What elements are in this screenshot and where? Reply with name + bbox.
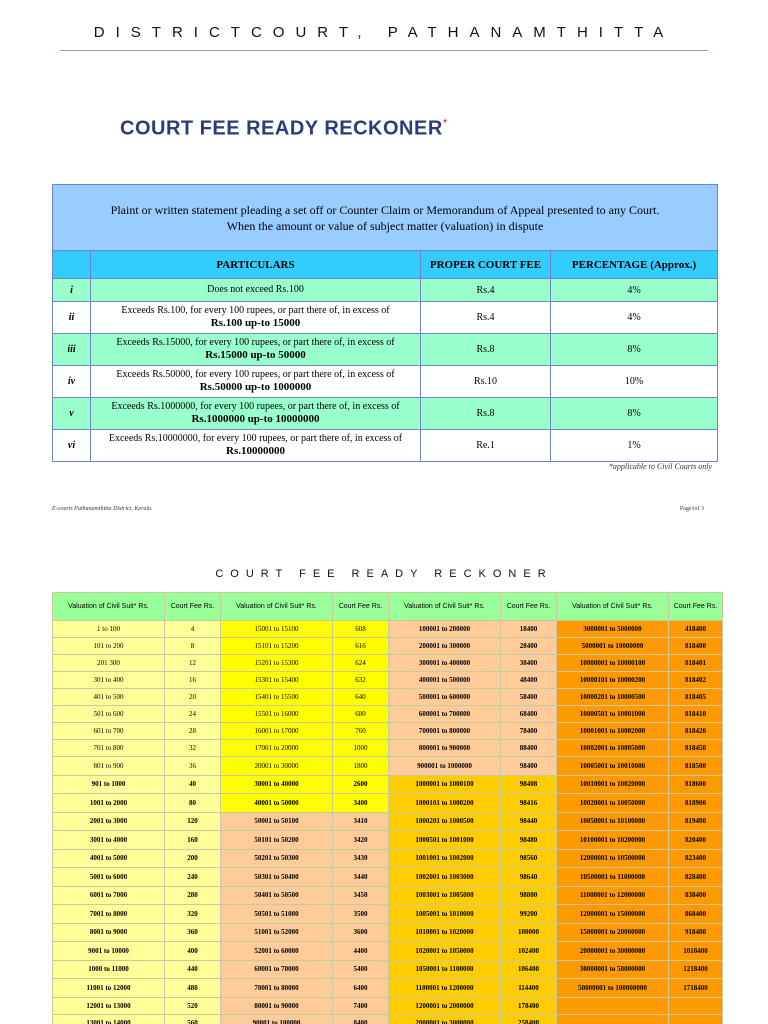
valuation-cell: 20000001 to 30000000 — [557, 942, 669, 961]
court-fee-cell: 616 — [333, 638, 389, 655]
valuation-cell: 16001 to 17000 — [221, 723, 333, 740]
reckoner-row — [53, 886, 723, 905]
court-fee-cell: 38400 — [501, 655, 557, 672]
court-fee-cell: 68400 — [501, 706, 557, 723]
court-fee-cell: 818402 — [669, 672, 723, 689]
valuation-cell: 10500001 to 11000000 — [557, 868, 669, 887]
valuation-cell: 30000001 to 50000000 — [557, 960, 669, 979]
valuation-cell: 50501 to 51000 — [221, 905, 333, 924]
court-fee-cell: 100000 — [501, 923, 557, 942]
row-number: vi — [53, 430, 91, 462]
row-percentage: 4% — [551, 302, 718, 334]
rate-row — [53, 398, 718, 430]
court-fee-cell: 868400 — [669, 905, 723, 924]
court-fee-cell: 102400 — [501, 942, 557, 961]
court-fee-cell: 28 — [165, 723, 221, 740]
applicability-footnote: *applicable to Civil Courts only — [608, 462, 712, 471]
court-fee-rate-table — [52, 184, 718, 462]
row-number: i — [53, 279, 91, 302]
court-fee-cell: 18400 — [501, 621, 557, 638]
reckoner-row — [53, 849, 723, 868]
court-fee-cell: 12 — [165, 655, 221, 672]
court-fee-cell: 98800 — [501, 886, 557, 905]
court-fee-cell: 114400 — [501, 979, 557, 998]
valuation-cell: 1200001 to 2000000 — [389, 997, 501, 1014]
ready-reckoner-table — [52, 592, 723, 1024]
court-fee-cell: 7400 — [333, 997, 389, 1014]
valuation-cell: 10000501 to 10001000 — [557, 706, 669, 723]
valuation-cell: 3000001 to 5000000 — [557, 621, 669, 638]
valuation-cell: 50001 to 50100 — [221, 812, 333, 831]
row-percentage: 8% — [551, 398, 718, 430]
court-fee-cell: 818500 — [669, 757, 723, 776]
valuation-cell: 13001 to 14000 — [53, 1014, 165, 1024]
court-fee-cell: 78400 — [501, 723, 557, 740]
particulars-text: Exceeds Rs.1000000, for every 100 rupees, or part there of, in excess of — [111, 401, 400, 412]
court-fee-cell: 40 — [165, 775, 221, 794]
court-fee-cell: 360 — [165, 923, 221, 942]
header-court-fee: PROPER COURT FEE — [421, 251, 551, 279]
valuation-cell: 70001 to 80000 — [221, 979, 333, 998]
court-fee-cell: 178400 — [501, 997, 557, 1014]
court-fee-cell: 400 — [165, 942, 221, 961]
valuation-cell: 500001 to 600000 — [389, 689, 501, 706]
valuation-cell: 1010001 to 1020000 — [389, 923, 501, 942]
valuation-cell: 1000001 to 1000100 — [389, 775, 501, 794]
row-particulars — [91, 279, 421, 302]
court-fee-cell: 3400 — [333, 794, 389, 813]
court-fee-cell: 632 — [333, 672, 389, 689]
valuation-cell: 1001 to 2000 — [53, 794, 165, 813]
valuation-cell: 1001001 to 1002000 — [389, 849, 501, 868]
court-fee-cell: 2600 — [333, 775, 389, 794]
valuation-cell: 1003001 to 1005000 — [389, 886, 501, 905]
reckoner-row — [53, 757, 723, 776]
valuation-cell: 700001 to 800000 — [389, 723, 501, 740]
particulars-range: Rs.50000 up-to 1000000 — [199, 381, 312, 393]
valuation-cell: 50301 to 50400 — [221, 868, 333, 887]
rate-table-intro — [53, 185, 718, 251]
court-fee-cell: 818401 — [669, 655, 723, 672]
court-fee-cell: 3440 — [333, 868, 389, 887]
particulars-text: Does not exceed Rs.100 — [207, 284, 304, 295]
court-fee-cell: 918400 — [669, 923, 723, 942]
valuation-cell: 12000001 to 10500000 — [557, 849, 669, 868]
rate-row — [53, 279, 718, 302]
valuation-cell: 400001 to 500000 — [389, 672, 501, 689]
reckoner-row — [53, 706, 723, 723]
header-valuation: Valuation of Civil Suit* Rs. — [53, 593, 165, 621]
reckoner-row — [53, 723, 723, 740]
court-fee-cell: 608 — [333, 621, 389, 638]
valuation-cell: 60001 to 70000 — [221, 960, 333, 979]
reckoner-row — [53, 638, 723, 655]
valuation-cell: 3001 to 4000 — [53, 831, 165, 850]
valuation-cell: 15401 to 15500 — [221, 689, 333, 706]
rate-row — [53, 334, 718, 366]
valuation-cell: 10100001 to 10200000 — [557, 831, 669, 850]
court-fee-cell: 98480 — [501, 831, 557, 850]
row-number: ii — [53, 302, 91, 334]
header-court-fee: Court Fee Rs. — [333, 593, 389, 621]
reckoner-row — [53, 740, 723, 757]
court-fee-cell: 4 — [165, 621, 221, 638]
valuation-cell: 901 to 1000 — [53, 775, 165, 794]
court-fee-cell: 8 — [165, 638, 221, 655]
court-fee-cell: 3410 — [333, 812, 389, 831]
valuation-cell: 5000001 to 10000000 — [557, 638, 669, 655]
row-particulars — [91, 430, 421, 462]
court-fee-cell: 1000 — [333, 740, 389, 757]
valuation-cell: 2000001 to 3000000 — [389, 1014, 501, 1024]
reckoner-row — [53, 905, 723, 924]
reckoner-row — [53, 1014, 723, 1024]
court-fee-cell: 818405 — [669, 689, 723, 706]
court-fee-cell: 36 — [165, 757, 221, 776]
valuation-cell: 15001 to 15100 — [221, 621, 333, 638]
valuation-cell: 10000201 to 10000500 — [557, 689, 669, 706]
header-valuation: Valuation of Civil Suit* Rs. — [557, 593, 669, 621]
particulars-text: Exceeds Rs.15000, for every 100 rupees, or part there of, in excess of — [116, 337, 395, 348]
court-fee-cell: 818600 — [669, 775, 723, 794]
court-fee-cell: 818450 — [669, 740, 723, 757]
court-fee-cell: 4400 — [333, 942, 389, 961]
court-fee-cell: 5400 — [333, 960, 389, 979]
particulars-text: Exceeds Rs.100, for every 100 rupees, or part there of, in excess of — [121, 305, 390, 316]
reckoner-header-row — [53, 593, 723, 621]
court-fee-cell: 640 — [333, 689, 389, 706]
row-fee: Rs.4 — [421, 279, 551, 302]
valuation-cell: 90001 to 100000 — [221, 1014, 333, 1024]
row-number: v — [53, 398, 91, 430]
court-fee-cell: 3450 — [333, 886, 389, 905]
valuation-cell — [557, 997, 669, 1014]
court-fee-cell: 80 — [165, 794, 221, 813]
court-fee-cell: 838400 — [669, 886, 723, 905]
header-particulars: PARTICULARS — [91, 251, 421, 279]
reckoner-row — [53, 960, 723, 979]
header-rule — [60, 50, 708, 51]
valuation-cell: 1050001 to 1100000 — [389, 960, 501, 979]
particulars-text: Exceeds Rs.50000, for every 100 rupees, or part there of, in excess of — [116, 369, 395, 380]
reckoner-row — [53, 831, 723, 850]
valuation-cell: 12001 to 13000 — [53, 997, 165, 1014]
court-fee-cell: 98440 — [501, 812, 557, 831]
valuation-cell: 1000201 to 1000500 — [389, 812, 501, 831]
row-fee: Rs.4 — [421, 302, 551, 334]
header-court-fee: Court Fee Rs. — [165, 593, 221, 621]
valuation-cell: 4001 to 5000 — [53, 849, 165, 868]
valuation-cell: 80001 to 90000 — [221, 997, 333, 1014]
valuation-cell: 50101 to 50200 — [221, 831, 333, 850]
row-particulars — [91, 398, 421, 430]
valuation-cell: 10002001 to 10005000 — [557, 740, 669, 757]
valuation-cell: 1020001 to 1050000 — [389, 942, 501, 961]
valuation-cell: 11000001 to 12000000 — [557, 886, 669, 905]
reckoner-row — [53, 775, 723, 794]
court-fee-cell: 16 — [165, 672, 221, 689]
court-fee-cell: 1218400 — [669, 960, 723, 979]
court-fee-cell: 560 — [165, 1014, 221, 1024]
valuation-cell: 20001 to 30000 — [221, 757, 333, 776]
court-fee-cell: 680 — [333, 706, 389, 723]
header-percentage: PERCENTAGE (Approx.) — [551, 251, 718, 279]
reckoner-row — [53, 942, 723, 961]
valuation-cell: 50000001 to 100000000 — [557, 979, 669, 998]
particulars-range: Rs.15000 up-to 50000 — [205, 349, 306, 361]
valuation-cell: 10000001 to 10000100 — [557, 655, 669, 672]
valuation-cell: 6001 to 7000 — [53, 886, 165, 905]
valuation-cell: 51001 to 52000 — [221, 923, 333, 942]
reckoner-row — [53, 868, 723, 887]
header-valuation: Valuation of Civil Suit* Rs. — [389, 593, 501, 621]
court-fee-cell: 3500 — [333, 905, 389, 924]
reckoner-row — [53, 979, 723, 998]
valuation-cell: 12000001 to 15000000 — [557, 905, 669, 924]
valuation-cell: 50201 to 50300 — [221, 849, 333, 868]
rate-table-header-row — [53, 251, 718, 279]
court-fee-cell: 440 — [165, 960, 221, 979]
rate-row — [53, 430, 718, 462]
court-fee-cell: 480 — [165, 979, 221, 998]
row-fee: Re.1 — [421, 430, 551, 462]
court-fee-cell: 98416 — [501, 794, 557, 813]
court-fee-cell: 818900 — [669, 794, 723, 813]
row-particulars — [91, 302, 421, 334]
court-fee-cell: 98560 — [501, 849, 557, 868]
court-fee-cell: 3420 — [333, 831, 389, 850]
row-particulars — [91, 366, 421, 398]
court-fee-cell: 280 — [165, 886, 221, 905]
court-fee-cell: 1018400 — [669, 942, 723, 961]
court-fee-cell: 3600 — [333, 923, 389, 942]
row-percentage: 4% — [551, 279, 718, 302]
particulars-text: Exceeds Rs.10000000, for every 100 rupees, or part there of, in excess of — [108, 433, 403, 444]
valuation-cell: 600001 to 700000 — [389, 706, 501, 723]
valuation-cell: 11001 to 12000 — [53, 979, 165, 998]
court-header: DISTRICTCOURT, PATHANAMTHITTA — [93, 24, 675, 41]
court-fee-cell: 99200 — [501, 905, 557, 924]
valuation-cell: 10000101 to 10000200 — [557, 672, 669, 689]
valuation-cell: 701 to 800 — [53, 740, 165, 757]
court-fee-cell: 818420 — [669, 723, 723, 740]
valuation-cell: 15201 to 15300 — [221, 655, 333, 672]
valuation-cell: 2001 to 3000 — [53, 812, 165, 831]
header-num — [53, 251, 91, 279]
valuation-cell: 501 to 600 — [53, 706, 165, 723]
valuation-cell: 900001 to 1000000 — [389, 757, 501, 776]
valuation-cell: 30001 to 40000 — [221, 775, 333, 794]
page-title-text: COURT FEE READY RECKONER — [120, 117, 443, 140]
intro-line-2: When the amount or value of subject matter (valuation) in dispute — [226, 218, 544, 233]
row-fee: Rs.8 — [421, 334, 551, 366]
particulars-range: Rs.10000000 — [226, 445, 285, 457]
valuation-cell: 401 to 500 — [53, 689, 165, 706]
valuation-cell: 15501 to 16000 — [221, 706, 333, 723]
valuation-cell: 800001 to 900000 — [389, 740, 501, 757]
court-fee-cell: 28400 — [501, 638, 557, 655]
valuation-cell: 300001 to 400000 — [389, 655, 501, 672]
court-fee-cell: 820400 — [669, 831, 723, 850]
valuation-cell: 10001001 to 10002000 — [557, 723, 669, 740]
valuation-cell: 200001 to 300000 — [389, 638, 501, 655]
reckoner-row — [53, 923, 723, 942]
particulars-range: Rs.1000000 up-to 10000000 — [191, 413, 320, 425]
particulars-range: Rs.100 up-to 15000 — [210, 317, 301, 329]
court-fee-cell — [669, 1014, 723, 1024]
court-fee-cell: 120 — [165, 812, 221, 831]
page-number: Page1of 3 — [679, 506, 704, 512]
valuation-cell: 10005001 to 10010000 — [557, 757, 669, 776]
valuation-cell: 17001 to 20000 — [221, 740, 333, 757]
reckoner-row — [53, 997, 723, 1014]
valuation-cell: 50401 to 50500 — [221, 886, 333, 905]
row-fee: Rs.10 — [421, 366, 551, 398]
court-fee-cell: 624 — [333, 655, 389, 672]
court-fee-cell — [669, 997, 723, 1014]
rate-table-intro-row — [53, 185, 718, 251]
court-fee-cell: 240 — [165, 868, 221, 887]
reckoner-row — [53, 672, 723, 689]
valuation-cell: 1000 to 11000 — [53, 960, 165, 979]
court-fee-cell: 98640 — [501, 868, 557, 887]
valuation-cell: 301 to 400 — [53, 672, 165, 689]
court-fee-cell: 24 — [165, 706, 221, 723]
reckoner-row — [53, 655, 723, 672]
row-percentage: 8% — [551, 334, 718, 366]
rate-row — [53, 302, 718, 334]
court-fee-cell: 320 — [165, 905, 221, 924]
row-number: iv — [53, 366, 91, 398]
row-number: iii — [53, 334, 91, 366]
valuation-cell: 52001 to 60000 — [221, 942, 333, 961]
court-fee-cell: 98408 — [501, 775, 557, 794]
court-fee-cell: 58400 — [501, 689, 557, 706]
court-fee-cell: 819400 — [669, 812, 723, 831]
court-fee-cell: 200 — [165, 849, 221, 868]
court-fee-cell: 8400 — [333, 1014, 389, 1024]
row-particulars — [91, 334, 421, 366]
reckoner-title: COURT FEE READY RECKONER — [215, 568, 553, 580]
court-fee-cell: 20 — [165, 689, 221, 706]
intro-line-1: Plaint or written statement pleading a set off or Counter Claim or Memorandum of Appeal presented to any Court. — [110, 202, 660, 217]
valuation-cell: 201 300 — [53, 655, 165, 672]
court-fee-cell: 823400 — [669, 849, 723, 868]
valuation-cell: 15000001 to 20000000 — [557, 923, 669, 942]
valuation-cell: 8001 to 9000 — [53, 923, 165, 942]
valuation-cell — [557, 1014, 669, 1024]
valuation-cell: 101 to 200 — [53, 638, 165, 655]
court-fee-cell: 1718400 — [669, 979, 723, 998]
valuation-cell: 801 to 900 — [53, 757, 165, 776]
row-percentage: 10% — [551, 366, 718, 398]
court-fee-cell: 828400 — [669, 868, 723, 887]
valuation-cell: 1 to 100 — [53, 621, 165, 638]
row-fee: Rs.8 — [421, 398, 551, 430]
valuation-cell: 10010001 to 10020000 — [557, 775, 669, 794]
valuation-cell: 1100001 to 1200000 — [389, 979, 501, 998]
reckoner-row — [53, 812, 723, 831]
valuation-cell: 10050001 to 10100000 — [557, 812, 669, 831]
reckoner-row — [53, 689, 723, 706]
page-title — [120, 116, 448, 141]
court-fee-cell: 818410 — [669, 706, 723, 723]
court-fee-cell: 98400 — [501, 757, 557, 776]
valuation-cell: 7001 to 8000 — [53, 905, 165, 924]
reckoner-row — [53, 794, 723, 813]
court-fee-cell: 1800 — [333, 757, 389, 776]
valuation-cell: 1005001 to 1010000 — [389, 905, 501, 924]
court-fee-cell: 6400 — [333, 979, 389, 998]
court-fee-cell: 760 — [333, 723, 389, 740]
court-fee-cell: 160 — [165, 831, 221, 850]
valuation-cell: 1000501 to 1001000 — [389, 831, 501, 850]
header-valuation: Valuation of Civil Suit* Rs. — [221, 593, 333, 621]
applicability-mark: * — [442, 116, 448, 130]
court-fee-cell: 520 — [165, 997, 221, 1014]
valuation-cell: 601 to 700 — [53, 723, 165, 740]
reckoner-body — [53, 593, 723, 1024]
valuation-cell: 9001 to 10000 — [53, 942, 165, 961]
reckoner-row — [53, 621, 723, 638]
header-court-fee: Court Fee Rs. — [669, 593, 723, 621]
court-fee-cell: 88400 — [501, 740, 557, 757]
valuation-cell: 15101 to 15200 — [221, 638, 333, 655]
valuation-cell: 10020001 to 10050000 — [557, 794, 669, 813]
court-fee-cell: 818400 — [669, 638, 723, 655]
court-fee-cell: 32 — [165, 740, 221, 757]
court-fee-cell: 258400 — [501, 1014, 557, 1024]
court-fee-cell: 418400 — [669, 621, 723, 638]
valuation-cell: 100001 to 200000 — [389, 621, 501, 638]
valuation-cell: 40001 to 50000 — [221, 794, 333, 813]
valuation-cell: 1002001 to 1003000 — [389, 868, 501, 887]
rate-row — [53, 366, 718, 398]
court-fee-cell: 48400 — [501, 672, 557, 689]
row-percentage: 1% — [551, 430, 718, 462]
court-fee-cell: 3430 — [333, 849, 389, 868]
footer-source: E-courts Pathanamthitta District, Kerala. — [52, 506, 153, 512]
valuation-cell: 15301 to 15400 — [221, 672, 333, 689]
header-court-fee: Court Fee Rs. — [501, 593, 557, 621]
court-fee-cell: 106400 — [501, 960, 557, 979]
valuation-cell: 5001 to 6000 — [53, 868, 165, 887]
valuation-cell: 1000101 to 1000200 — [389, 794, 501, 813]
